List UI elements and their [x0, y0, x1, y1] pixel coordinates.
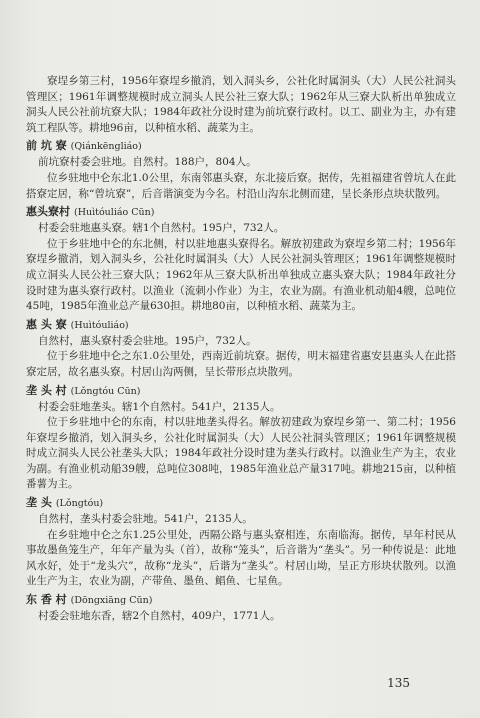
paragraph-6: 村委会驻地惠头寮。辖1个自然村。195户，732人。	[38, 222, 285, 235]
entry-name: 垄 头	[26, 496, 52, 510]
paragraph-1: 寮埕乡第三村，1956年寮埕乡撤消，划入洞头乡，公社化时属洞头（大）人民公社洞头管理区；1961年调整规模时成立洞头人民公社三寮大队；1962年从三寮大队析出单独成立洞头人民公社前坑寮大队；1984年政社分设时建为前坑寮行政村。以工、副业为主，办有建筑工程队等。耕地96亩，以种植水稻、蔬菜为主。	[26, 75, 456, 134]
entry-pinyin: (Dōngxiāng Cūn)	[70, 595, 153, 607]
paragraph-9: 自然村，惠头寮村委会驻地。195户，732人。	[38, 334, 257, 347]
paragraph-4: 位乡驻地中仑东北1.0公里，东南邻惠头寮，东北接后寮。据传，先祖福建省曾坑人在此搭寮定居，称“曾坑寮”，后音谐演变为今名。村沿山沟东北侧而建，呈长条形点块状散列。	[26, 171, 456, 200]
entry-heading-longtou	[26, 495, 456, 512]
entry-name: 惠头寮村	[26, 205, 70, 219]
paragraph-16: 在乡驻地中仑之东1.25公里处，西隔公路与惠头寮相连，东南临海。据传，早年村民从事故墨鱼笼生产，年年产量为头（首），故称“笼头”，后音谐为“垄头”。另一种传说是：此地风水好，处于“龙头穴”，故称“龙头”，后谐为“垄头”。村居山坳，呈正方形块状散列。以渔业生产为主，农业为副，产带鱼、墨鱼、鲳鱼、七星鱼。	[26, 528, 456, 588]
paragraph-18: 村委会驻地东香，辖2个自然村，409户，1771人。	[38, 610, 281, 623]
entry-heading-qiankengliao	[26, 138, 456, 155]
page-number: 135	[387, 676, 410, 690]
paragraph-13: 位于乡驻地中仑的东南，村以驻地垄头得名。解放初建政为寮埕乡第一、第二村；1956年寮埕乡撤消，划入洞头乡，公社化时属洞头（大）人民公社洞头管理区；1961年调整规模时成立洞头人民公社垄头大队；1984年政社分设时建为垄头行政村。以渔业生产为主，农业为副。有渔业机动船39艘，总吨位308吨，1985年渔业总产量317吨。耕地215亩，以种植番薯为主。	[26, 416, 456, 491]
page-content	[26, 74, 456, 625]
entry-heading-huitouliao-cun	[26, 204, 456, 221]
paragraph-15: 自然村，垄头村委会驻地。541户，2135人。	[38, 513, 253, 526]
entry-name: 垄 头 村	[26, 383, 67, 397]
entry-heading-huitouliao	[26, 317, 456, 334]
entry-heading-longtou-cun	[26, 383, 456, 400]
entry-name: 前 坑 寮	[26, 139, 67, 153]
entry-pinyin: (Lǒngtóu)	[55, 498, 104, 510]
entry-heading-dongxiang-cun	[26, 592, 456, 609]
entry-pinyin: (Huìtóuliáo)	[70, 319, 129, 331]
entry-name: 惠 头 寮	[26, 317, 67, 331]
entry-pinyin: (Qiánkēngliáo)	[70, 141, 142, 153]
entry-name: 东 香 村	[26, 593, 67, 607]
entry-pinyin: (Huìtóuliáo Cūn)	[74, 207, 155, 219]
paragraph-3: 前坑寮村委会驻地。自然村。188户，804人。	[38, 156, 257, 169]
paragraph-10: 位于乡驻地中仑之东1.0公里处，西南近前坑寮。据传，明末福建省惠安县惠头人在此搭寮定居，故名惠头寮。村居山沟两侧，呈长带形点块散列。	[26, 350, 456, 378]
entry-pinyin: (Lǒngtóu Cūn)	[70, 385, 141, 397]
paragraph-12: 村委会驻地垄头。辖1个自然村。541户，2135人。	[38, 400, 281, 413]
paragraph-7: 位于乡驻地中仑的东北侧，村以驻地惠头寮得名。解放初建政为寮埕乡第二村；1956年寮埕乡撤消，划入洞头乡，公社化时属洞头（大）人民公社洞头管理区；1961年调整规模时成立洞头人民公社三寮大队；1962年从三寮大队析出单独成立惠头寮大队；1984年政社分设时建为惠头寮行政村。以渔业（流刺小作业）为主，农业为副。有渔业机动船4艘，总吨位45吨，1985年渔业总产量630担。耕地80亩，以种植水稻、蔬菜为主。	[26, 237, 456, 313]
